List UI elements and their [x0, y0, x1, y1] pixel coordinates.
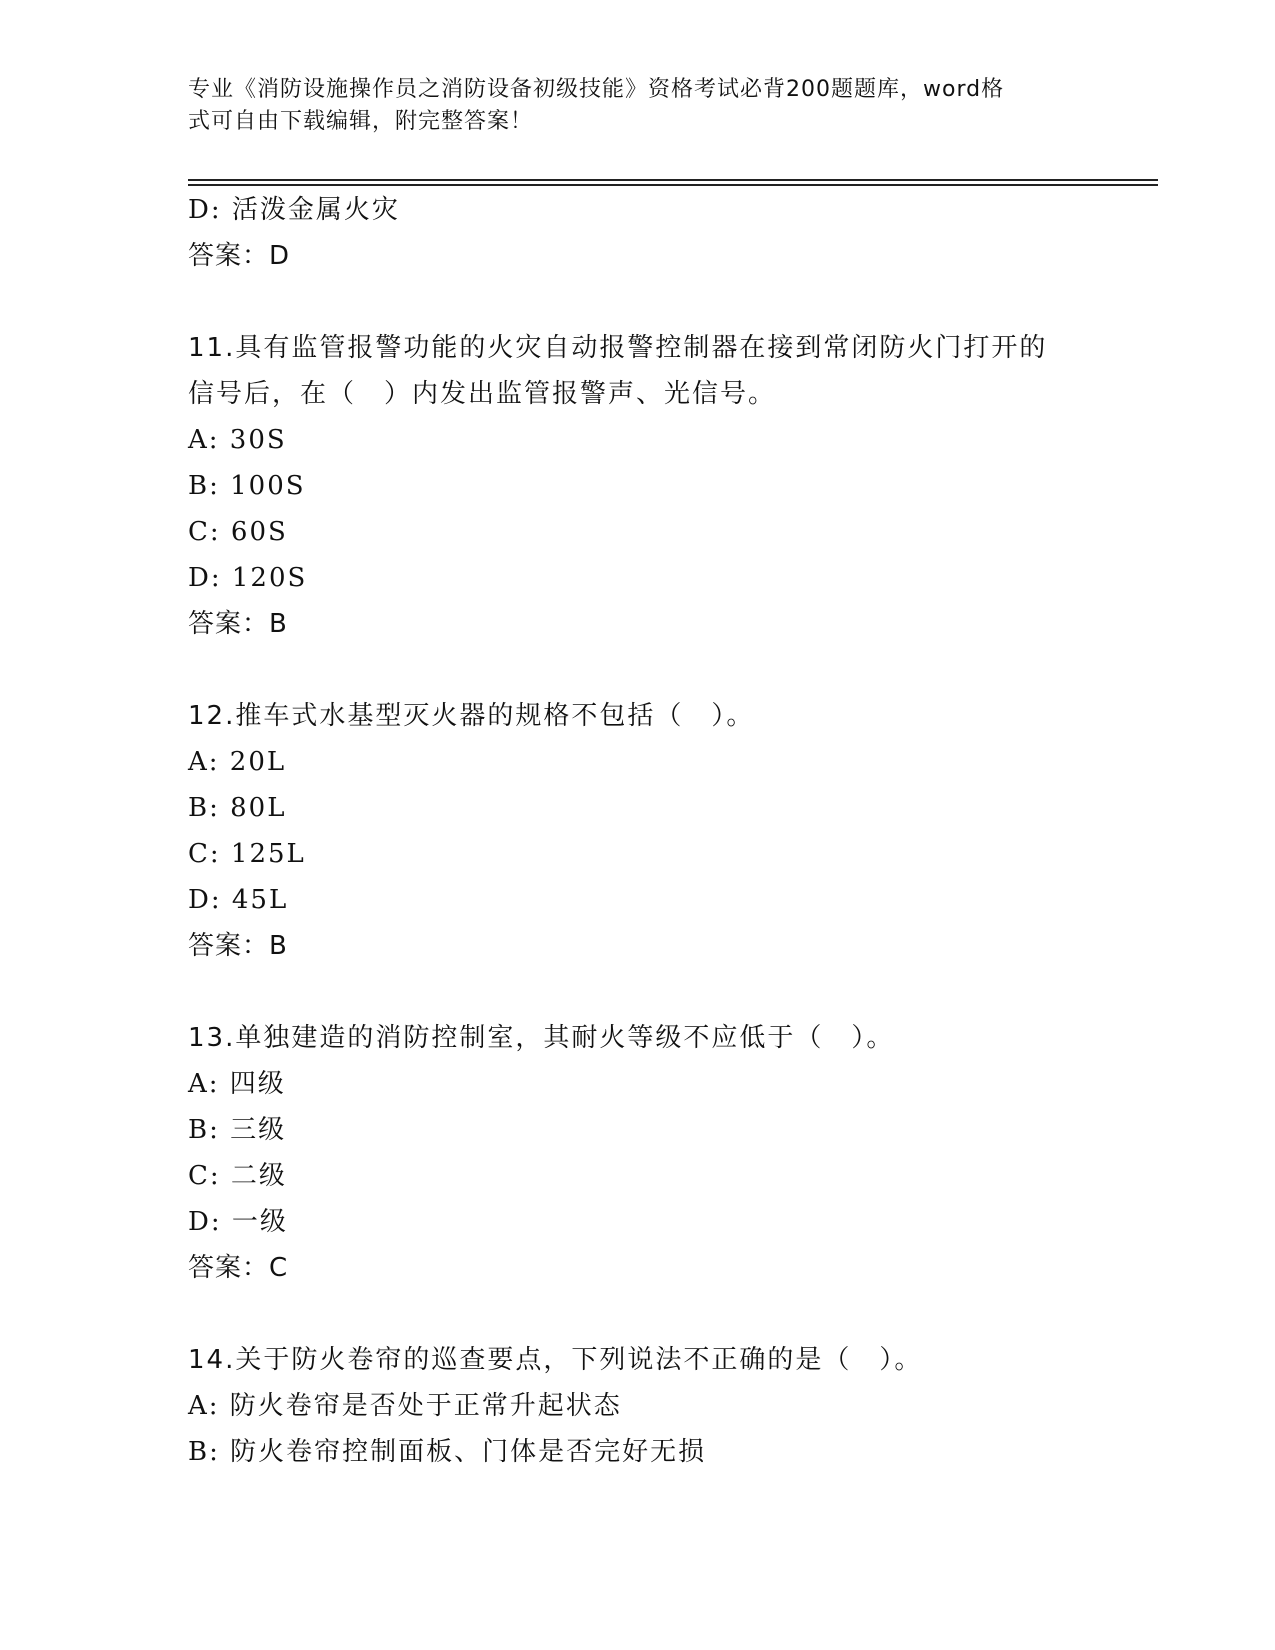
question-stem: 11.具有监管报警功能的火灾自动报警控制器在接到常闭防火门打开的: [188, 333, 1048, 363]
question-11: [188, 325, 1148, 647]
option-b: B: 100S: [188, 471, 306, 501]
option-a: A: 防火卷帘是否处于正常升起状态: [188, 1391, 622, 1421]
header-divider-bottom: [188, 184, 1158, 186]
answer-line: 答案：B: [188, 931, 288, 961]
spacer: [188, 969, 1148, 1015]
question-stem-continued: 信号后，在（ ）内发出监管报警声、光信号。: [188, 379, 777, 409]
question-stem: 14.关于防火卷帘的巡查要点，下列说法不正确的是（ ）。: [188, 1345, 923, 1375]
option-a: A: 30S: [188, 425, 287, 455]
answer-line: 答案：C: [188, 1253, 289, 1283]
question-13: [188, 1015, 1148, 1291]
option-d: D: 45L: [188, 885, 289, 915]
option-c: C: 二级: [188, 1161, 287, 1191]
option-b: B: 三级: [188, 1115, 287, 1145]
document-header: [188, 74, 1068, 138]
option-d: D: 一级: [188, 1207, 288, 1237]
option-a: A: 四级: [188, 1069, 286, 1099]
question-stem: 12.推车式水基型灭火器的规格不包括（ ）。: [188, 701, 755, 731]
question-stem: 13.单独建造的消防控制室，其耐火等级不应低于（ ）。: [188, 1023, 895, 1053]
spacer: [188, 1291, 1148, 1337]
spacer: [188, 279, 1148, 325]
question-12: [188, 693, 1148, 969]
option-d: D: 活泼金属火灾: [188, 195, 400, 225]
header-divider-top: [188, 179, 1158, 181]
question-content: [188, 187, 1148, 1475]
question-14: [188, 1337, 1148, 1475]
option-d: D: 120S: [188, 563, 308, 593]
option-c: C: 60S: [188, 517, 288, 547]
spacer: [188, 647, 1148, 693]
header-line-2: 式可自由下载编辑，附完整答案！: [188, 109, 534, 134]
answer-line: 答案：B: [188, 609, 288, 639]
header-line-1: 专业《消防设施操作员之消防设备初级技能》资格考试必背200题题库，word格: [188, 77, 1005, 102]
option-a: A: 20L: [188, 747, 287, 777]
answer-line: 答案：D: [188, 241, 291, 271]
option-c: C: 125L: [188, 839, 306, 869]
option-b: B: 80L: [188, 793, 287, 823]
option-b: B: 防火卷帘控制面板、门体是否完好无损: [188, 1437, 707, 1467]
